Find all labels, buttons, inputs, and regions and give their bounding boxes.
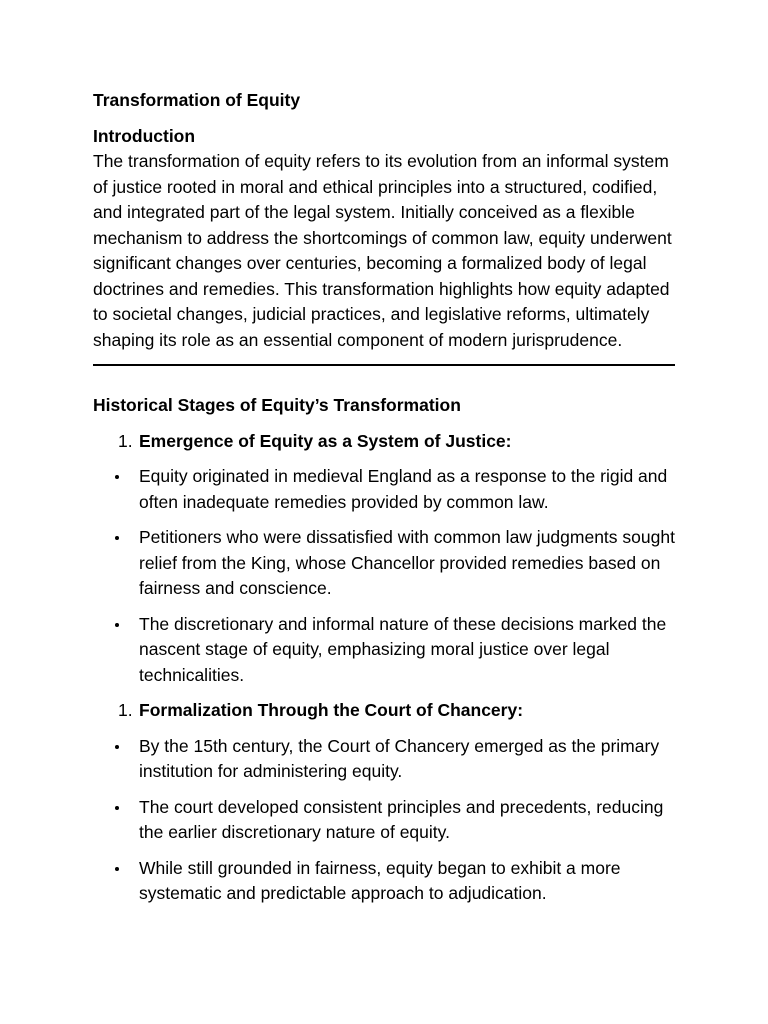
bullet-icon — [115, 475, 119, 479]
stage-title: Formalization Through the Court of Chancery: — [139, 700, 524, 720]
bullet-item — [93, 734, 678, 785]
bullet-item — [93, 464, 678, 515]
bullet-text: The discretionary and informal nature of these decisions marked the nascent stage of equity, emphasizing moral justice over legal technicalities. — [139, 613, 667, 685]
bullet-text: The court developed consistent principles and precedents, reducing the earlier discretionary nature of equity. — [139, 796, 664, 842]
item-number: 1. — [118, 700, 133, 720]
item-number: 1. — [118, 430, 133, 451]
bullet-text: Petitioners who were dissatisfied with common law judgments sought relief from the King, whose Chancellor provided remedies based on fairness and conscience. — [139, 527, 675, 598]
bullet-icon — [115, 867, 119, 871]
bullet-icon — [115, 536, 119, 540]
bullet-item — [93, 612, 678, 689]
document-title: Transformation of Equity — [93, 90, 301, 110]
section-heading: Historical Stages of Equity’s Transformation — [93, 395, 461, 415]
numbered-item — [93, 429, 678, 455]
numbered-item — [93, 698, 678, 724]
bullet-icon — [115, 745, 119, 749]
bullet-icon — [115, 806, 119, 810]
intro-paragraph: The transformation of equity refers to its evolution from an informal system of justice rooted in moral and ethical principles into a structured, codified, and integrated part of the legal system. Initially conceived as a flexible mechanism to address the shortcomings of common law, equity underwent significant changes over centuries, becoming a formalized body of legal doctrines and remedies. This transformation highlights how equity adapted to societal changes, judicial practices, and legislative reforms, ultimately shaping its role as an essential component of modern jurisprudence. — [93, 151, 672, 350]
stage-1 — [93, 429, 678, 689]
stage-2 — [93, 698, 678, 907]
bullet-item — [93, 795, 678, 846]
document-page — [93, 88, 678, 917]
bullet-item — [93, 856, 678, 907]
bullet-item — [93, 525, 678, 602]
bullet-text: Equity originated in medieval England as a response to the rigid and often inadequate remedies provided by common law. — [139, 466, 668, 512]
stage-title: Emergence of Equity as a System of Justice: — [139, 430, 512, 451]
horizontal-rule — [93, 364, 675, 366]
bullet-text: While still grounded in fairness, equity began to exhibit a more systematic and predictable approach to adjudication. — [139, 857, 621, 903]
bullet-text: By the 15th century, the Court of Chancery emerged as the primary institution for administering equity. — [139, 735, 660, 781]
bullet-icon — [115, 623, 119, 627]
intro-heading: Introduction — [93, 125, 196, 146]
